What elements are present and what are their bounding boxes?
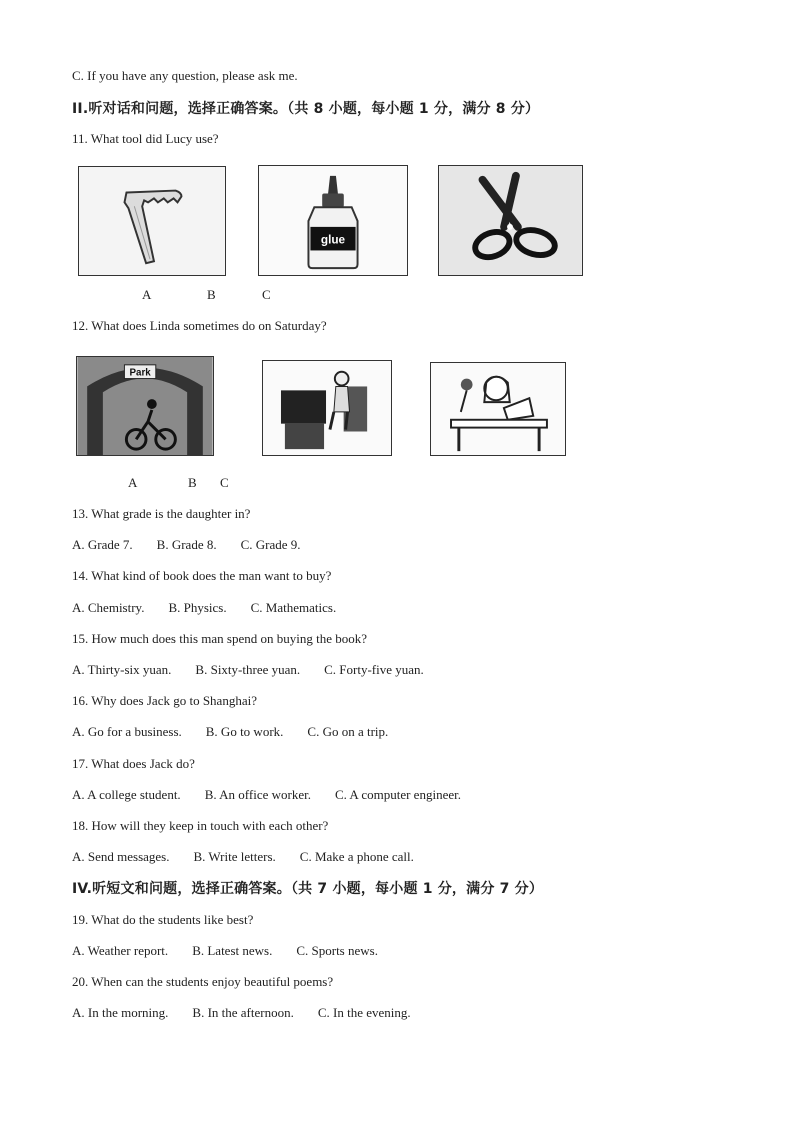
q15-option-a[interactable]: A. Thirty-six yuan. [72,662,172,677]
q18-option-c[interactable]: C. Make a phone call. [299,849,414,864]
question-15: 15. How much does this man spend on buying the book? [72,631,367,646]
q12-label-c: C [220,475,229,490]
q14-option-c[interactable]: C. Mathematics. [250,600,337,615]
question-12: 12. What does Linda sometimes do on Saturday? [72,318,327,333]
q11-label-b: B [207,287,216,302]
q15-options [72,662,448,678]
question-11: 11. What tool did Lucy use? [72,131,219,146]
question-14: 14. What kind of book does the man want to buy? [72,568,332,583]
q19-option-b[interactable]: B. Latest news. [192,943,273,958]
option-c-reading-image[interactable] [430,362,566,456]
q20-option-c[interactable]: C. In the evening. [317,1005,411,1020]
reading-at-desk-icon [431,363,565,455]
q16-option-b[interactable]: B. Go to work. [205,724,284,739]
q18-option-a[interactable]: A. Send messages. [72,849,170,864]
question-20: 20. When can the students enjoy beautiful poems? [72,974,334,989]
option-c-scissors-image[interactable] [438,165,583,276]
park-cycling-icon [77,357,213,455]
option-a-ruler-image[interactable] [78,166,226,276]
q14-options [72,600,360,616]
q17-options [72,787,485,803]
q13-option-c[interactable]: C. Grade 9. [240,537,301,552]
option-b-tv-image[interactable] [262,360,392,456]
question-19: 19. What do the students like best? [72,912,254,927]
scissors-icon [439,166,582,275]
glue-label: glue [320,233,346,247]
option-a-park-image[interactable] [76,356,214,456]
ruler-icon [79,167,225,275]
q19-options [72,943,402,959]
section-4-heading: IV.听短文和问题，选择正确答案。（共 7 小题，每小题 1 分，满分 7 分） [72,881,544,897]
glue-bottle-icon [259,166,407,275]
q19-option-a[interactable]: A. Weather report. [72,943,169,958]
q18-options [72,849,438,865]
question-16: 16. Why does Jack go to Shanghai? [72,693,257,708]
q20-options [72,1005,435,1021]
q17-option-b[interactable]: B. An office worker. [204,787,311,802]
q15-option-b[interactable]: B. Sixty-three yuan. [195,662,301,677]
q13-option-b[interactable]: B. Grade 8. [156,537,217,552]
q11-label-c: C [262,287,271,302]
q14-option-b[interactable]: B. Physics. [168,600,227,615]
section-2-heading: II.听对话和问题，选择正确答案。（共 8 小题，每小题 1 分，满分 8 分） [72,101,540,117]
q20-option-b[interactable]: B. In the afternoon. [192,1005,294,1020]
question-13: 13. What grade is the daughter in? [72,506,251,521]
question-18: 18. How will they keep in touch with each other? [72,818,329,833]
q17-option-a[interactable]: A. A college student. [72,787,181,802]
q17-option-c[interactable]: C. A computer engineer. [334,787,461,802]
option-b-glue-image[interactable] [258,165,408,276]
q19-option-c[interactable]: C. Sports news. [296,943,378,958]
q11-label-a: A [142,287,152,302]
watching-tv-icon [263,361,391,455]
question-17: 17. What does Jack do? [72,756,195,771]
q20-option-a[interactable]: A. In the morning. [72,1005,169,1020]
q12-label-a: A [128,475,138,490]
q16-option-c[interactable]: C. Go on a trip. [307,724,389,739]
q13-option-a[interactable]: A. Grade 7. [72,537,133,552]
q13-options [72,537,325,553]
q18-option-b[interactable]: B. Write letters. [193,849,276,864]
q15-option-c[interactable]: C. Forty-five yuan. [324,662,424,677]
previous-option-c: C. If you have any question, please ask me. [72,68,298,83]
q16-options [72,724,412,740]
q12-label-b: B [188,475,197,490]
park-sign-text: Park [129,367,151,379]
q14-option-a[interactable]: A. Chemistry. [72,600,145,615]
q16-option-a[interactable]: A. Go for a business. [72,724,182,739]
